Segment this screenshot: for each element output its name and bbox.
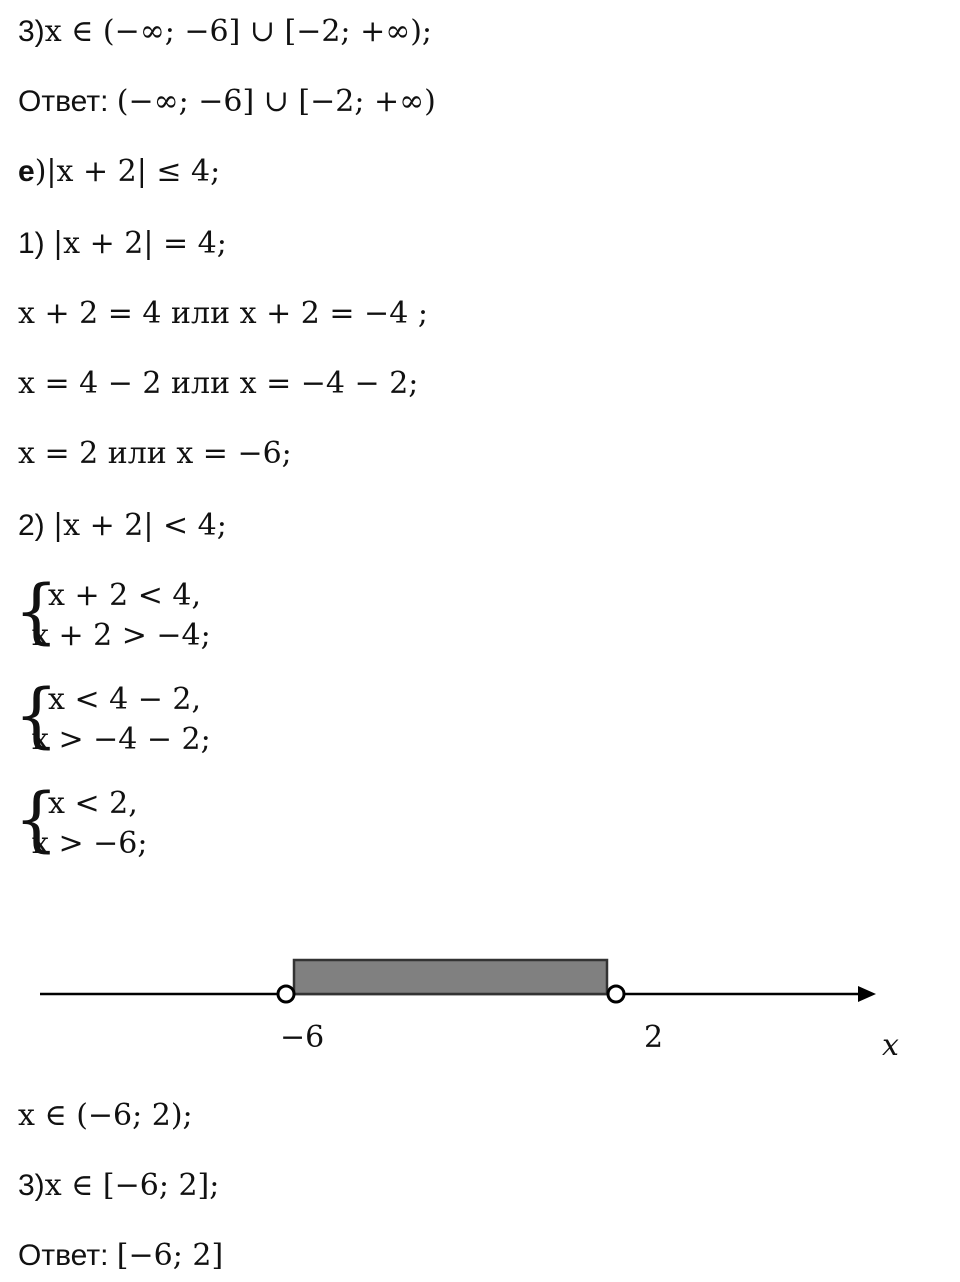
brace-icon: { bbox=[14, 778, 59, 860]
system-row: x < 2, bbox=[48, 786, 138, 821]
system-row: x > −6; bbox=[32, 826, 148, 861]
math-expression: |x + 2| = 4; bbox=[53, 226, 227, 261]
line-step2-inequality bbox=[18, 508, 227, 544]
line-task-e bbox=[18, 154, 220, 190]
point-label-right: 2 bbox=[644, 1020, 664, 1055]
brace-icon: { bbox=[14, 570, 59, 652]
item-label: 3) bbox=[18, 1169, 45, 1202]
item-label: 1) bbox=[18, 227, 54, 260]
line-answer-union bbox=[18, 84, 436, 120]
math-expression: )|x + 2| ≤ 4; bbox=[34, 154, 221, 189]
line-interval-result: x ∈ (−6; 2); bbox=[18, 1098, 193, 1133]
system-row: x + 2 < 4, bbox=[48, 578, 202, 613]
item-label: 3) bbox=[18, 15, 45, 48]
math-expression: (−∞; −6] ∪ [−2; +∞) bbox=[116, 84, 436, 119]
brace-icon: { bbox=[14, 674, 59, 756]
line-case3-interval bbox=[18, 1168, 219, 1204]
point-label-left: −6 bbox=[280, 1020, 325, 1055]
system-row: x > −4 − 2; bbox=[32, 722, 211, 757]
line-cases-simplified: x = 4 − 2 или x = −4 − 2; bbox=[18, 366, 419, 401]
math-expression: |x + 2| < 4; bbox=[53, 508, 227, 543]
axis-label: x bbox=[882, 1028, 899, 1063]
line-final-answer bbox=[18, 1238, 223, 1274]
line-case3-union bbox=[18, 14, 432, 50]
open-point-right bbox=[608, 986, 624, 1002]
math-expression: [−6; 2] bbox=[116, 1238, 224, 1273]
task-letter: е bbox=[18, 155, 35, 188]
line-step1-equation bbox=[18, 226, 227, 262]
system-row: x < 4 − 2, bbox=[48, 682, 202, 717]
answer-label: Ответ: bbox=[18, 1239, 117, 1272]
number-line bbox=[0, 940, 960, 1020]
math-expression: x ∈ (−∞; −6] ∪ [−2; +∞); bbox=[44, 14, 433, 49]
answer-label: Ответ: bbox=[18, 85, 117, 118]
item-label: 2) bbox=[18, 509, 54, 542]
line-cases: x + 2 = 4 или x + 2 = −4 ; bbox=[18, 296, 428, 331]
interval-fill bbox=[294, 960, 607, 994]
axis-arrow-icon bbox=[858, 986, 876, 1002]
math-expression: x ∈ [−6; 2]; bbox=[44, 1168, 220, 1203]
open-point-left bbox=[278, 986, 294, 1002]
system-row: x + 2 > −4; bbox=[32, 618, 211, 653]
line-roots: x = 2 или x = −6; bbox=[18, 436, 292, 471]
